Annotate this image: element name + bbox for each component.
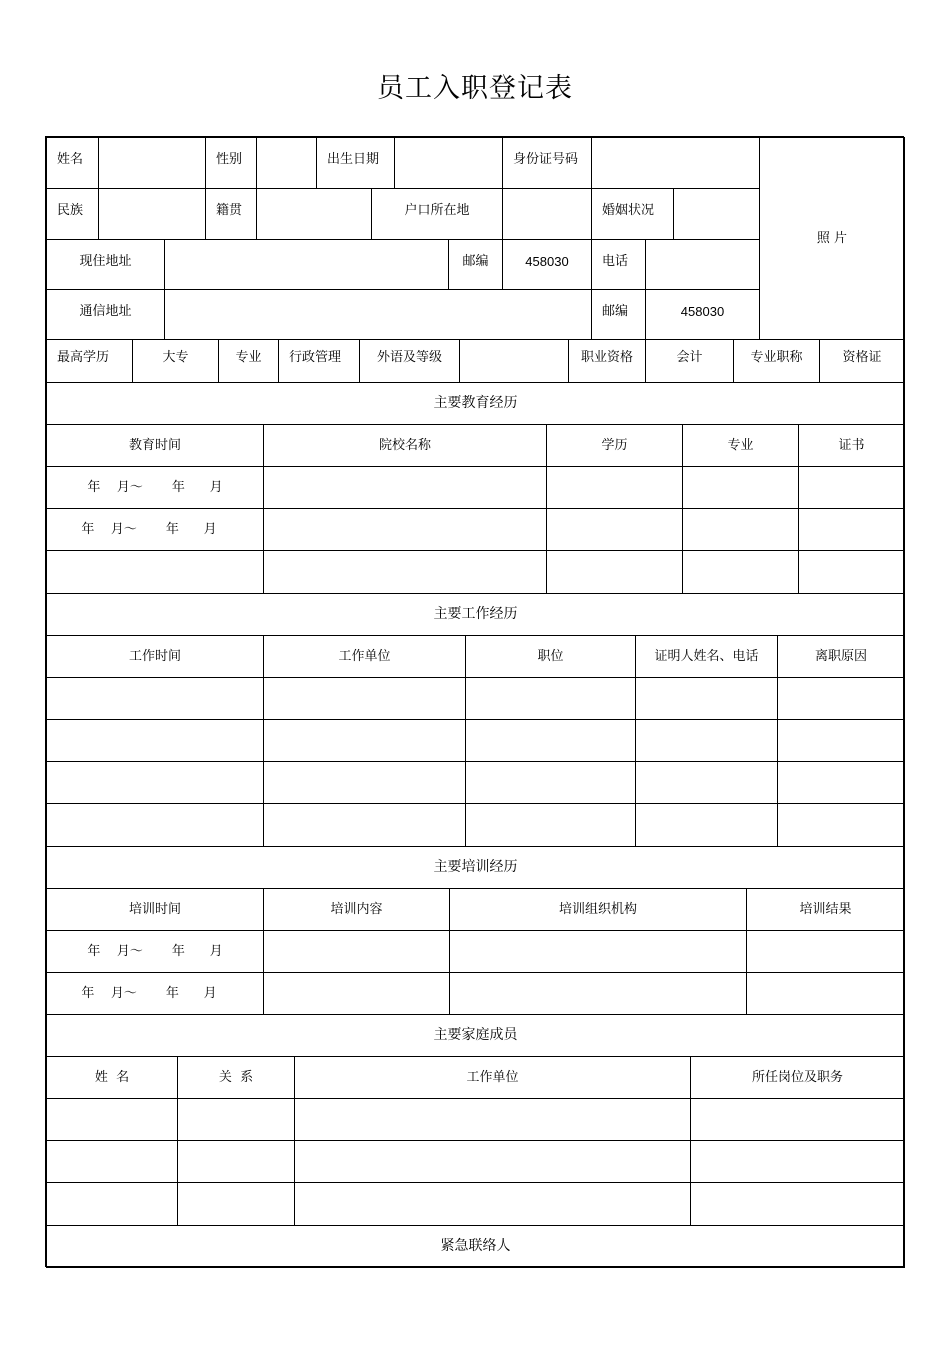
training-row-2-time[interactable]: 年 月～ 年 月 — [46, 972, 264, 1015]
id-number-label: 身份证号码 — [502, 137, 592, 189]
family-row-2-name[interactable] — [46, 1140, 178, 1183]
birth-date-label: 出生日期 — [316, 137, 395, 189]
current-address-label: 现住地址 — [46, 239, 165, 290]
family-header-relation: 关 系 — [177, 1056, 295, 1099]
phone-label: 电话 — [591, 239, 646, 290]
ethnicity-label: 民族 — [46, 188, 99, 240]
education-row-1-degree[interactable] — [546, 466, 683, 509]
training-header-result: 培训结果 — [746, 888, 905, 931]
work-header-leave-reason: 离职原因 — [777, 635, 905, 678]
professional-qualification-label: 职业资格 — [568, 339, 646, 383]
education-row-3-time[interactable] — [46, 550, 264, 594]
name-field[interactable] — [98, 137, 206, 189]
training-header-content: 培训内容 — [263, 888, 450, 931]
work-section-heading: 主要工作经历 — [46, 593, 905, 636]
family-header-company: 工作单位 — [294, 1056, 691, 1099]
family-row-3-position[interactable] — [690, 1182, 905, 1226]
marital-status-field[interactable] — [673, 188, 760, 240]
education-row-1-major[interactable] — [682, 466, 799, 509]
native-place-field[interactable] — [256, 188, 372, 240]
training-row-1-organization[interactable] — [449, 930, 747, 973]
major-value[interactable]: 行政管理 — [278, 339, 360, 383]
training-row-2-organization[interactable] — [449, 972, 747, 1015]
education-row-2-major[interactable] — [682, 508, 799, 551]
gender-field[interactable] — [256, 137, 317, 189]
professional-title-value[interactable]: 资格证 — [819, 339, 905, 383]
mailing-postcode-value[interactable]: 458030 — [645, 289, 760, 340]
id-number-field[interactable] — [591, 137, 760, 189]
education-row-2-time[interactable]: 年 月～ 年 月 — [46, 508, 264, 551]
work-row-1-leave-reason[interactable] — [777, 677, 905, 720]
training-row-2-result[interactable] — [746, 972, 905, 1015]
current-address-field[interactable] — [164, 239, 449, 290]
name-label: 姓名 — [46, 137, 99, 189]
family-row-2-position[interactable] — [690, 1140, 905, 1183]
training-header-organization: 培训组织机构 — [449, 888, 747, 931]
family-row-1-position[interactable] — [690, 1098, 905, 1141]
native-place-label: 籍贯 — [205, 188, 257, 240]
education-row-3-degree[interactable] — [546, 550, 683, 594]
family-row-1-company[interactable] — [294, 1098, 691, 1141]
hukou-label: 户口所在地 — [371, 188, 503, 240]
language-level-field[interactable] — [459, 339, 569, 383]
education-row-2-certificate[interactable] — [798, 508, 905, 551]
form-title: 员工入职登记表 — [377, 73, 573, 104]
education-header-major: 专业 — [682, 424, 799, 467]
education-level-label: 最高学历 — [46, 339, 133, 383]
hukou-field[interactable] — [502, 188, 592, 240]
education-level-value[interactable]: 大专 — [132, 339, 219, 383]
work-row-4-leave-reason[interactable] — [777, 803, 905, 847]
postcode-value[interactable]: 458030 — [502, 239, 592, 290]
work-row-2-leave-reason[interactable] — [777, 719, 905, 762]
work-row-1-reference[interactable] — [635, 677, 778, 720]
family-row-2-company[interactable] — [294, 1140, 691, 1183]
training-row-1-time[interactable]: 年 月～ 年 月 — [46, 930, 264, 973]
training-section-heading: 主要培训经历 — [46, 846, 905, 889]
education-header-school: 院校名称 — [263, 424, 547, 467]
birth-date-field[interactable] — [394, 137, 503, 189]
work-row-2-time[interactable] — [46, 719, 264, 762]
work-row-2-reference[interactable] — [635, 719, 778, 762]
training-row-2-content[interactable] — [263, 972, 450, 1015]
mailing-postcode-label: 邮编 — [591, 289, 646, 340]
work-row-1-company[interactable] — [263, 677, 466, 720]
education-row-3-school[interactable] — [263, 550, 547, 594]
family-header-position: 所任岗位及职务 — [690, 1056, 905, 1099]
education-row-1-certificate[interactable] — [798, 466, 905, 509]
work-row-1-time[interactable] — [46, 677, 264, 720]
family-row-2-relation[interactable] — [177, 1140, 295, 1183]
registration-form-table — [45, 136, 904, 1267]
emergency-contact-heading: 紧急联络人 — [46, 1225, 905, 1268]
training-row-1-result[interactable] — [746, 930, 905, 973]
work-row-4-position[interactable] — [465, 803, 636, 847]
family-section-heading: 主要家庭成员 — [46, 1014, 905, 1057]
family-row-1-relation[interactable] — [177, 1098, 295, 1141]
professional-title-label: 专业职称 — [733, 339, 820, 383]
education-section-heading: 主要教育经历 — [46, 382, 905, 425]
language-level-label: 外语及等级 — [359, 339, 460, 383]
education-header-time: 教育时间 — [46, 424, 264, 467]
work-row-3-time[interactable] — [46, 761, 264, 804]
work-row-2-position[interactable] — [465, 719, 636, 762]
work-row-1-position[interactable] — [465, 677, 636, 720]
phone-field[interactable] — [645, 239, 760, 290]
work-header-reference: 证明人姓名、电话 — [635, 635, 778, 678]
work-row-3-position[interactable] — [465, 761, 636, 804]
education-row-2-degree[interactable] — [546, 508, 683, 551]
professional-qualification-value[interactable]: 会计 — [645, 339, 734, 383]
work-row-2-company[interactable] — [263, 719, 466, 762]
education-row-3-major[interactable] — [682, 550, 799, 594]
work-row-4-company[interactable] — [263, 803, 466, 847]
education-row-3-certificate[interactable] — [798, 550, 905, 594]
family-row-3-relation[interactable] — [177, 1182, 295, 1226]
family-row-3-company[interactable] — [294, 1182, 691, 1226]
marital-status-label: 婚姻状况 — [591, 188, 674, 240]
work-row-3-company[interactable] — [263, 761, 466, 804]
work-row-3-leave-reason[interactable] — [777, 761, 905, 804]
work-header-company: 工作单位 — [263, 635, 466, 678]
work-row-4-time[interactable] — [46, 803, 264, 847]
education-header-degree: 学历 — [546, 424, 683, 467]
major-label: 专业 — [218, 339, 279, 383]
gender-label: 性别 — [205, 137, 257, 189]
postcode-label: 邮编 — [448, 239, 503, 290]
photo-box[interactable]: 照 片 — [759, 137, 905, 340]
work-row-4-reference[interactable] — [635, 803, 778, 847]
ethnicity-field[interactable] — [98, 188, 206, 240]
training-row-1-content[interactable] — [263, 930, 450, 973]
work-row-3-reference[interactable] — [635, 761, 778, 804]
training-header-time: 培训时间 — [46, 888, 264, 931]
family-row-3-name[interactable] — [46, 1182, 178, 1226]
education-header-certificate: 证书 — [798, 424, 905, 467]
education-row-1-school[interactable] — [263, 466, 547, 509]
education-row-2-school[interactable] — [263, 508, 547, 551]
work-header-time: 工作时间 — [46, 635, 264, 678]
mailing-address-field[interactable] — [164, 289, 592, 340]
education-row-1-time[interactable]: 年 月～ 年 月 — [46, 466, 264, 509]
family-header-name: 姓 名 — [46, 1056, 178, 1099]
family-row-1-name[interactable] — [46, 1098, 178, 1141]
mailing-address-label: 通信地址 — [46, 289, 165, 340]
work-header-position: 职位 — [465, 635, 636, 678]
